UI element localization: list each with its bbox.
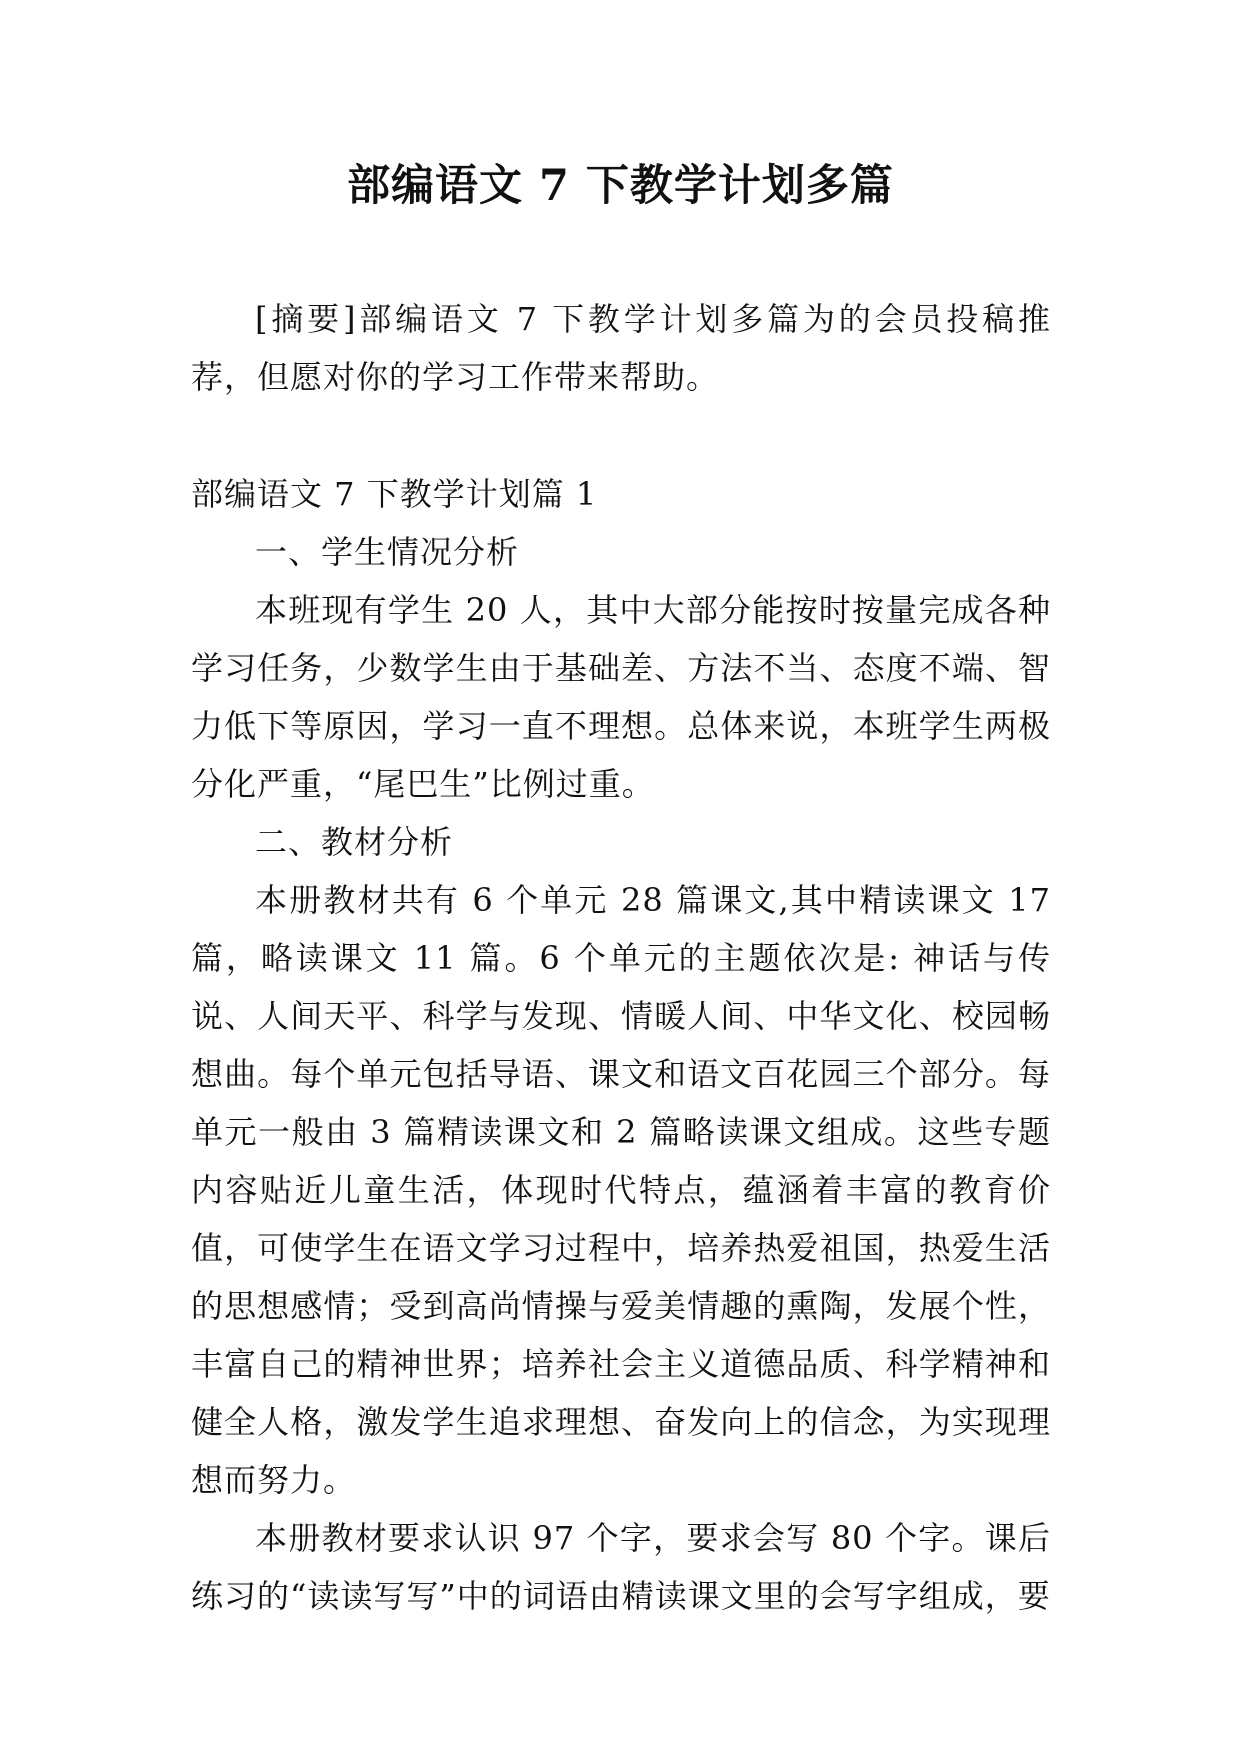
subheading-textbook-analysis: 二、教材分析 bbox=[255, 823, 454, 861]
abstract-paragraph: [摘要]部编语文 7 下教学计划多篇为的会员投稿推荐，但愿对你的学习工作带来帮助。 bbox=[191, 300, 1051, 396]
paragraph-textbook-analysis: 本册教材共有 6 个单元 28 篇课文,其中精读课文 17 篇，略读课文 11 篇。6 个单元的主题依次是: 神话与传说、人间天平、科学与发现、情暖人间、中华文化、校园畅想曲。每个单元包括导语、课文和语文百花园三个部分。每单元一般由 3 篇精读课文和 2 篇略读课文组成。这些专题内容贴近儿童生活，体现时代特点，蕴涵着丰富的教育价值，可使学生在语文学习过程中，培养热爱祖国，热爱生活的思想感情；受到高尚情操与爱美情趣的熏陶，发展个性，丰富自己的精神世界；培养社会主义道德品质、科学精神和健全人格，激发学生追求理想、奋发向上的信念，为实现理想而努力。 bbox=[191, 881, 1051, 1499]
section-heading: 部编语文 7 下教学计划篇 1 bbox=[191, 475, 598, 513]
document-title: 部编语文 7 下教学计划多篇 bbox=[347, 161, 894, 211]
paragraph-literacy-requirements: 本册教材要求认识 97 个字，要求会写 80 个字。课后练习的“读读写写”中的词语由精读课文里的会写字组成，要 bbox=[191, 1519, 1051, 1615]
section-body bbox=[191, 523, 1051, 1625]
subheading-student-analysis: 一、学生情况分析 bbox=[255, 533, 520, 571]
paragraph-student-analysis: 本班现有学生 20 人，其中大部分能按时按量完成各种学习任务，少数学生由于基础差、方法不当、态度不端、智力低下等原因，学习一直不理想。总体来说，本班学生两极分化严重，“尾巴生”比例过重。 bbox=[191, 591, 1051, 803]
